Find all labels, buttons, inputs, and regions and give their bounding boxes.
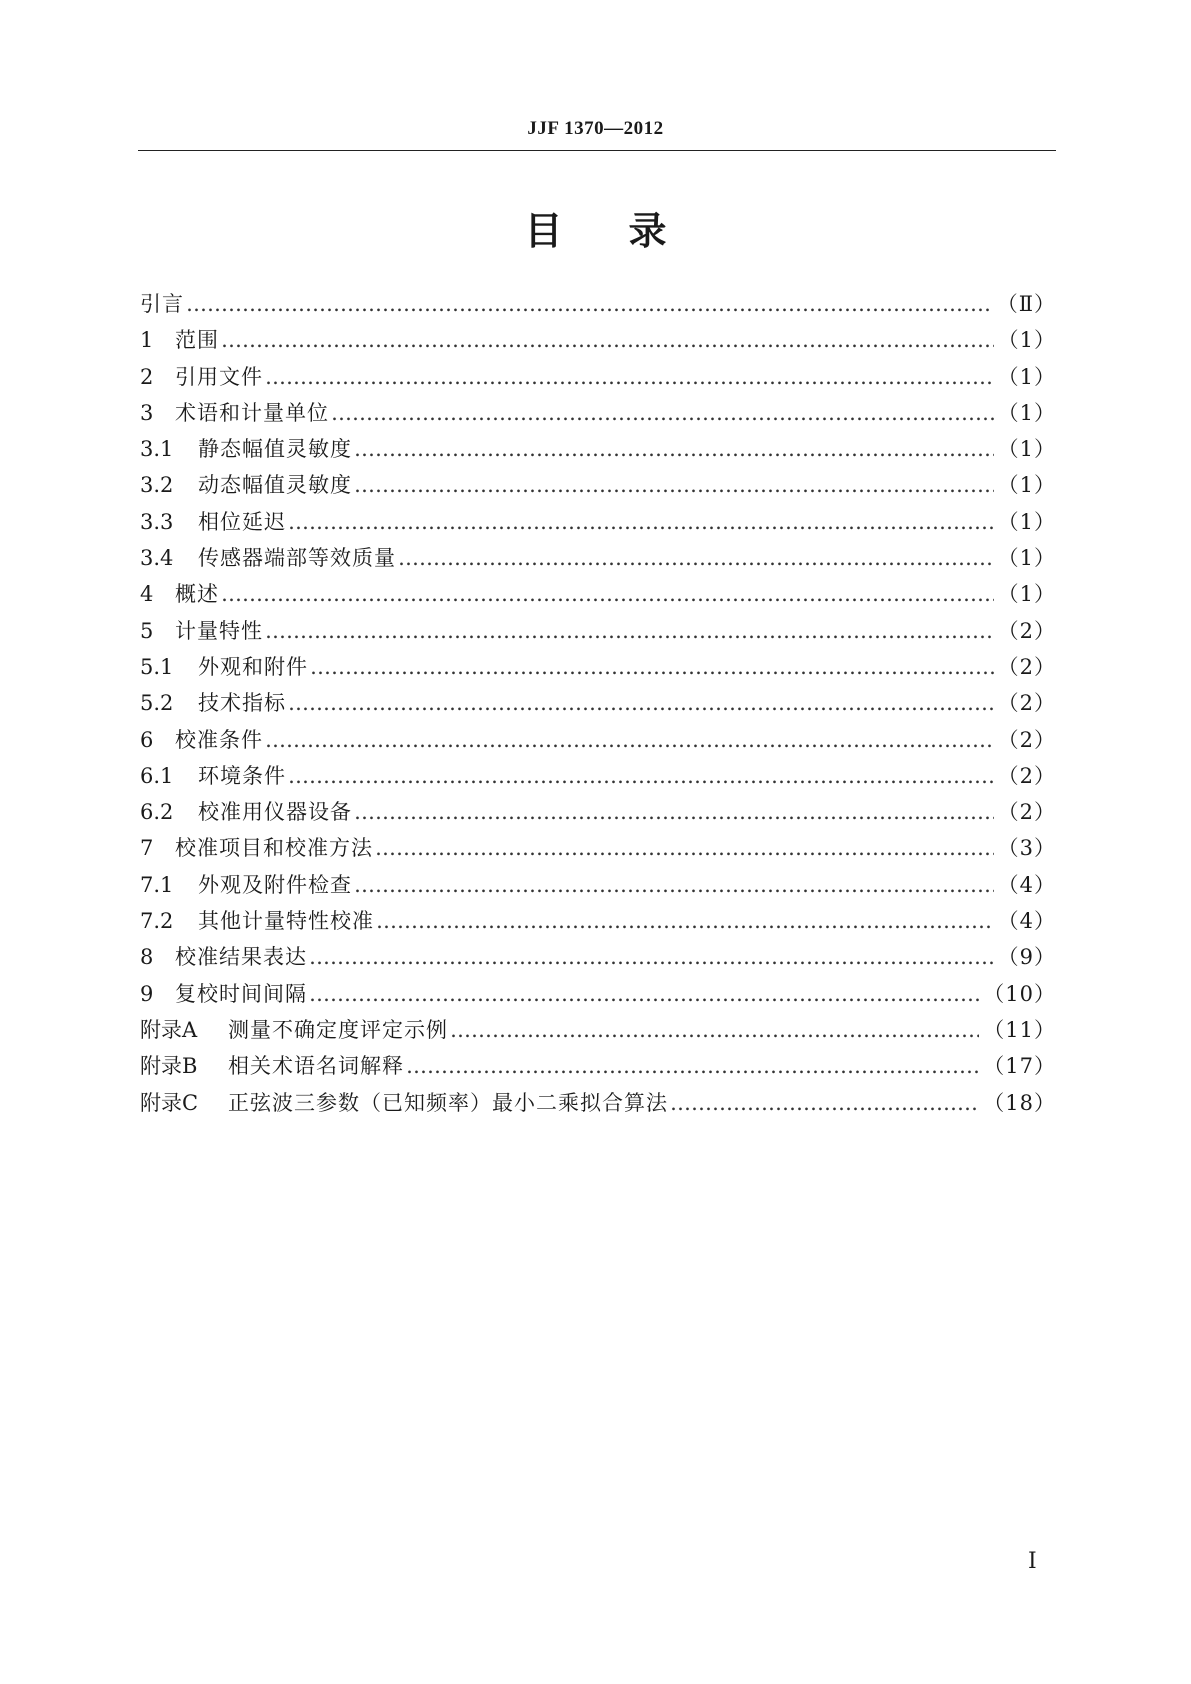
toc-entry-label: 引言: [140, 292, 184, 316]
toc-entry-page: （2）: [997, 800, 1056, 825]
toc-entry-number: 5.1: [140, 654, 174, 679]
header-rule: [138, 150, 1056, 151]
toc-entry-label: 其他计量特性校准: [198, 909, 374, 934]
toc-entry-label: 外观及附件检查: [198, 872, 352, 897]
toc-leader-dots: [221, 582, 994, 606]
toc-entry-page: （1）: [997, 582, 1056, 607]
toc-entry-label: 校准条件: [175, 727, 263, 752]
toc-entry[interactable]: [140, 324, 1056, 360]
toc-entry-number: 4: [140, 582, 154, 607]
toc-entry-number: 3.3: [140, 509, 174, 534]
toc-entry-label: 外观和附件: [198, 654, 308, 679]
toc-entry-page: （9）: [997, 945, 1056, 970]
toc-leader-dots: [354, 800, 994, 824]
toc-leader-dots: [354, 473, 994, 497]
toc-entry-number: 3.1: [140, 437, 174, 462]
toc-entry[interactable]: [140, 651, 1056, 687]
toc-entry-label: 技术指标: [198, 691, 286, 716]
toc-entry-number: 1: [140, 328, 154, 353]
toc-entry-page: （17）: [983, 1054, 1056, 1079]
toc-entry-page: （2）: [997, 727, 1056, 752]
toc-entry-page: （10）: [983, 981, 1056, 1006]
toc-entry[interactable]: [140, 760, 1056, 796]
toc-leader-dots: [221, 328, 994, 352]
toc-leader-dots: [265, 365, 994, 389]
toc-leader-dots: [354, 873, 994, 897]
toc-entry-number: 附录C: [140, 1090, 199, 1115]
toc-entry-number: 5.2: [140, 691, 174, 716]
toc-leader-dots: [186, 292, 993, 316]
toc-entry-page: （2）: [997, 618, 1056, 643]
running-header: JJF 1370—2012: [527, 118, 664, 139]
toc-entry[interactable]: [140, 796, 1056, 832]
toc-entry-number: 9: [140, 981, 154, 1006]
toc-leader-dots: [265, 728, 994, 752]
toc-entry[interactable]: [140, 978, 1056, 1014]
toc-entry-number: 5: [140, 618, 154, 643]
table-of-contents: [140, 288, 1056, 1123]
toc-entry[interactable]: [140, 869, 1056, 905]
toc-entry-label: 静态幅值灵敏度: [198, 437, 352, 462]
toc-entry-page: （1）: [997, 509, 1056, 534]
toc-entry-number: 7.2: [140, 909, 174, 934]
toc-leader-dots: [398, 546, 994, 570]
toc-entry-page: （1）: [997, 437, 1056, 462]
toc-leader-dots: [309, 945, 994, 969]
toc-entry[interactable]: [140, 905, 1056, 941]
toc-entry-page: （2）: [997, 654, 1056, 679]
page-title: 目录: [524, 209, 733, 253]
toc-entry-label: 计量特性: [175, 618, 263, 643]
toc-entry-page: （1）: [997, 328, 1056, 353]
toc-entry-label: 正弦波三参数（已知频率）最小二乘拟合算法: [228, 1090, 668, 1115]
toc-entry-label: 相位延迟: [198, 509, 286, 534]
toc-leader-dots: [354, 437, 994, 461]
toc-leader-dots: [375, 836, 994, 860]
toc-leader-dots: [406, 1054, 979, 1078]
toc-entry-label: 相关术语名词解释: [228, 1054, 404, 1079]
toc-entry-page: （1）: [997, 400, 1056, 425]
toc-entry-page: （4）: [997, 872, 1056, 897]
toc-entry-label: 动态幅值灵敏度: [198, 473, 352, 498]
toc-entry[interactable]: [140, 1014, 1056, 1050]
toc-entry-label: 校准用仪器设备: [198, 800, 352, 825]
toc-entry-number: 附录A: [140, 1017, 198, 1042]
toc-entry-label: 校准项目和校准方法: [175, 836, 373, 861]
toc-entry-number: 6.2: [140, 800, 174, 825]
toc-entry[interactable]: [140, 578, 1056, 614]
toc-leader-dots: [310, 655, 994, 679]
toc-entry[interactable]: [140, 941, 1056, 977]
toc-entry[interactable]: [140, 615, 1056, 651]
toc-leader-dots: [376, 909, 994, 933]
toc-leader-dots: [331, 401, 994, 425]
toc-entry-page: （4）: [997, 909, 1056, 934]
toc-entry-number: 8: [140, 945, 154, 970]
toc-entry[interactable]: [140, 288, 1056, 324]
toc-leader-dots: [670, 1091, 979, 1115]
toc-entry-label: 复校时间间隔: [175, 981, 307, 1006]
toc-entry-page: （1）: [997, 473, 1056, 498]
toc-leader-dots: [288, 691, 994, 715]
toc-entry[interactable]: [140, 832, 1056, 868]
toc-entry[interactable]: [140, 1050, 1056, 1086]
toc-entry-page: （1）: [997, 546, 1056, 571]
toc-entry-label: 测量不确定度评定示例: [228, 1017, 448, 1042]
toc-entry[interactable]: [140, 724, 1056, 760]
toc-entry-page: （18）: [983, 1090, 1056, 1115]
toc-entry[interactable]: [140, 506, 1056, 542]
toc-entry-page: （11）: [983, 1017, 1056, 1042]
toc-entry-number: 2: [140, 364, 154, 389]
toc-leader-dots: [309, 982, 979, 1006]
toc-entry[interactable]: [140, 397, 1056, 433]
toc-entry[interactable]: [140, 469, 1056, 505]
toc-entry[interactable]: [140, 687, 1056, 723]
toc-entry-label: 校准结果表达: [175, 945, 307, 970]
toc-entry[interactable]: [140, 433, 1056, 469]
toc-leader-dots: [288, 764, 994, 788]
toc-entry-number: 7: [140, 836, 154, 861]
page-number: Ⅰ: [1028, 1548, 1037, 1573]
toc-entry-label: 引用文件: [175, 364, 263, 389]
toc-entry[interactable]: [140, 361, 1056, 397]
toc-entry-label: 范围: [175, 328, 219, 353]
toc-entry-page: （3）: [997, 836, 1056, 861]
toc-entry[interactable]: [140, 1087, 1056, 1123]
toc-entry-page: （Ⅱ）: [996, 292, 1056, 316]
toc-entry-label: 传感器端部等效质量: [198, 546, 396, 571]
toc-entry-number: 附录B: [140, 1054, 198, 1079]
toc-entry-number: 3.2: [140, 473, 174, 498]
toc-entry-label: 环境条件: [198, 763, 286, 788]
toc-entry-number: 6: [140, 727, 154, 752]
toc-entry-number: 7.1: [140, 872, 174, 897]
toc-entry-label: 术语和计量单位: [175, 400, 329, 425]
toc-entry-page: （2）: [997, 763, 1056, 788]
toc-leader-dots: [450, 1018, 979, 1042]
toc-entry-label: 概述: [175, 582, 219, 607]
toc-leader-dots: [265, 619, 994, 643]
toc-leader-dots: [288, 510, 994, 534]
toc-entry-page: （1）: [997, 364, 1056, 389]
toc-entry-number: 3.4: [140, 546, 174, 571]
toc-entry-number: 3: [140, 400, 154, 425]
toc-entry-page: （2）: [997, 691, 1056, 716]
toc-entry[interactable]: [140, 542, 1056, 578]
toc-entry-number: 6.1: [140, 763, 174, 788]
